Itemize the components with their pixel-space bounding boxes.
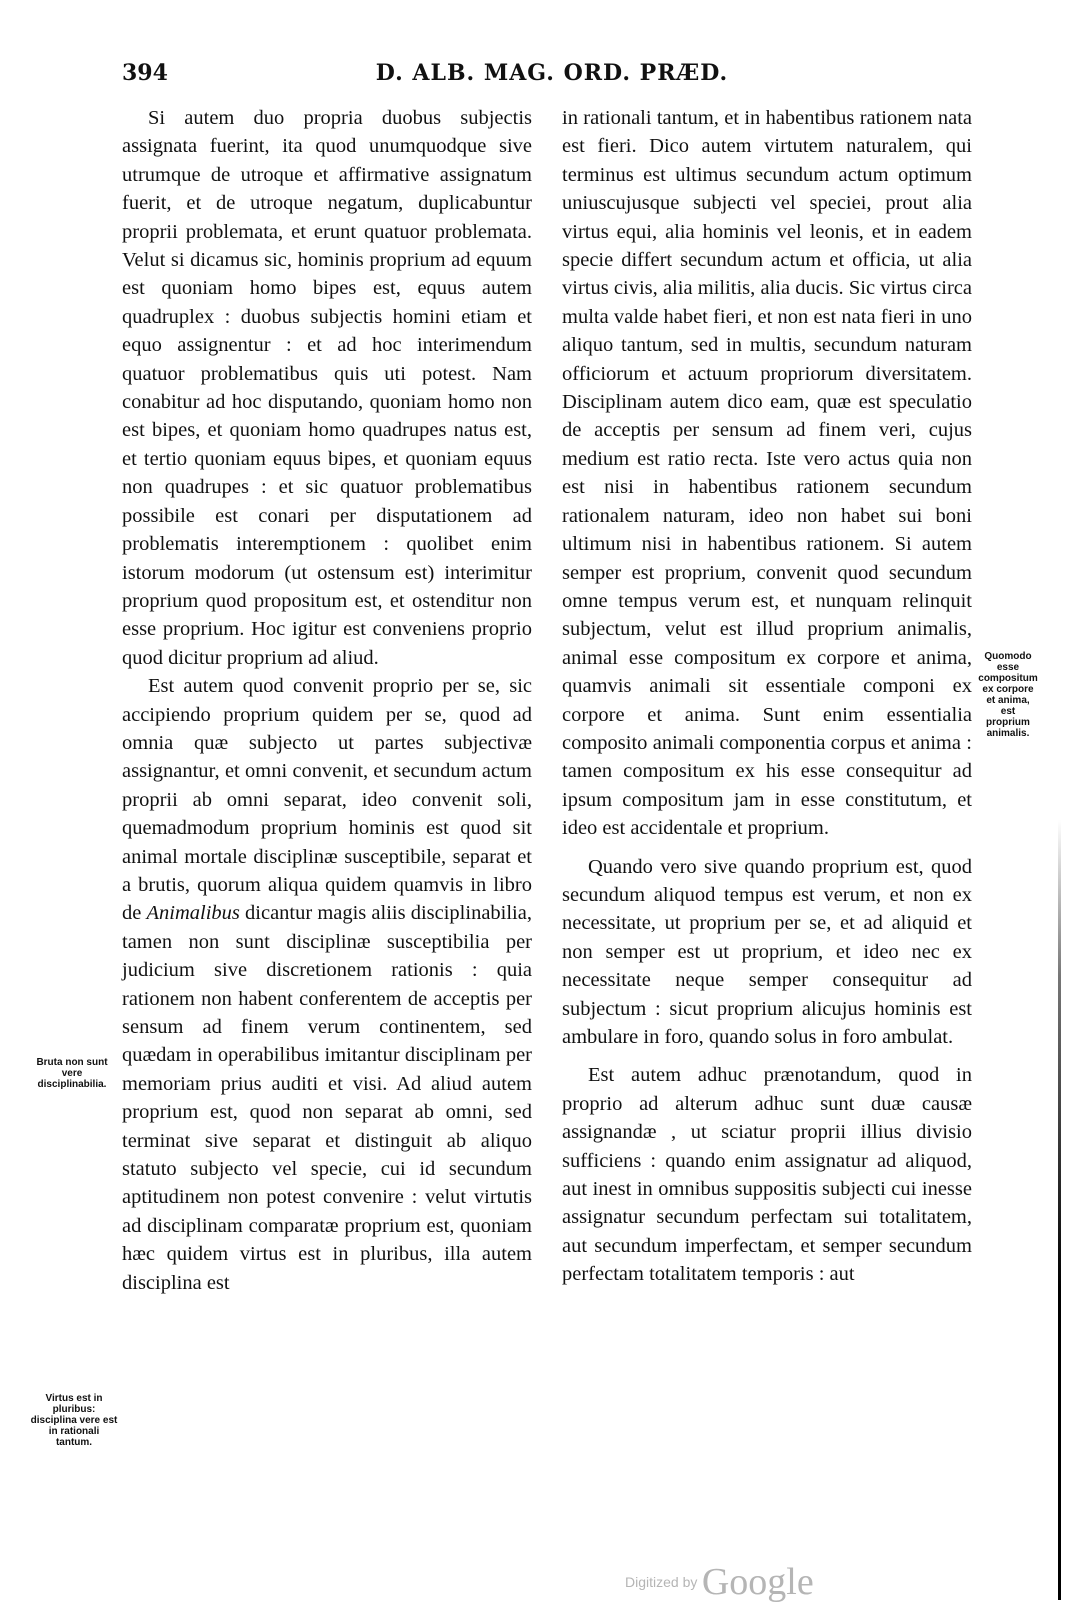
paragraph-text: Est autem quod convenit proprio per se, sic accipiendo proprium quidem per se, quod ad omnia quæ subjecto ut partes subjectivæ assignantur, et omni convenit, et secundum actum proprii ab omni separat, ideo convenit soli, quemadmodum proprium hominis est quod sit animal mortale disciplinæ susceptibile, separat et a brutis, quorum aliqua quidem quamvis in libro de [122,675,532,925]
running-head: D. ALB. MAG. ORD. PRÆD. [375,60,729,86]
page-edge-shadow [1058,820,1061,1600]
marginal-note: Quomodo esse compositum ex corpore et anima, est proprium animalis. [978,651,1038,739]
paragraph: Est autem adhuc prænotandum, quod in proprio ad alterum adhuc sunt duæ causæ assignandæ , ut sciatur proprii illius divisio sufficiens : quando enim assignatur ad aliquod, aut inest in omnibus suppositis subjecti cui inesse assignatur secundum perfectam sui totalitatem, aut secundum imperfectam, et semper secundum perfectam totalitatem temporis : aut [562,1064,972,1286]
paragraph: Quando vero sive quando proprium est, quod secundum aliquod tempus est verum, et non ex necessitate, ut proprium per se, et ad aliquid et non semper est ut proprium, et ideo nec ex necessitate neque semper consequitur ad subjectum : sicut proprium alicujus hominis est ambulare in foro, quando solus in foro ambulat. [562,855,972,1048]
book-title: Animalibus [146,902,240,925]
google-logo: Google [701,1561,814,1603]
marginal-note: Virtus est in pluribus: disciplina vere est in rationali tantum. [30,1393,118,1448]
digitized-by-label: Digitized by [625,1574,698,1590]
paragraph: in rationali tantum, et in habentibus rationem nata est fieri. Dico autem virtutem naturalem, qui terminus est ultimus secundum actum optimum uniuscujusque subjecti vel speciei, prout alia virtus equi, alia hominis vel leonis, et in eadem specie differt secundum actum et officia, ut alia virtus civis, alia militis, alia ducis. Sic virtus circa multa valde habet fieri, et non est nata fieri in uno aliquo tantum, sed in multis, secundum naturam officiorum et actuum propriorum diversitatem. Disciplinam autem dico eam, quæ est speculatio de acceptis per sensum ad finem veri, cujus medium est ratio recta. Iste vero actus quia non est nisi in habentibus rationem secundum rationalem naturam, ideo non habet sui boni ultimum nisi in habentibus rationem. Si autem semper est proprium, convenit quod secundum omne tempus verum est, et nunquam relinquit subjectum, velut est illud proprium animalis, animal esse compositum ex corpore et anima, quamvis animali sit essentiale componi ex corpore et anima. Sunt enim essentialia composito animali componentia corpus et anima : tamen compositum ex his esse consequitur ad ipsum compositum jam in esse constitutum, et ideo est accidentale et proprium. [562,107,972,840]
right-column [562,104,972,1289]
marginal-note: Bruta non sunt vere disciplinabilia. [36,1057,108,1090]
digitized-watermark [625,1560,814,1604]
paragraph-text: dicantur magis aliis disciplinabilia, tamen non sunt disciplinæ susceptibilia per judicium sive discretionem rationis : quia rationem non habent conferentem de acceptis per sensum ad finem verum continentem, sed quædam in operabilibus imitantur disciplinam per memoriam prius auditi et visi. Ad aliud autem proprium est, quod non separat ab omni, sed terminat sive separat et distinguit ab aliquo statuto subjecto vel specie, cui id secundum aptitudinem non potest convenire : velut virtutis ad disciplinam comparatæ proprium est, quoniam hæc quidem virtus est in pluribus, illa autem disciplina est [122,902,532,1294]
page-header [122,60,982,90]
page-number: 394 [122,60,168,86]
paragraph: Si autem duo propria duobus subjectis assignata fuerint, ita quod unumquodque sive utrumque de utroque et affirmative assignatum fuerit, et de utroque negatum, duplicabuntur proprii problemata, et erunt quatuor problemata. Velut si dicamus sic, hominis proprium ad equum est quoniam homo bipes est, equus autem quadruplex : duobus subjectis homini etiam et equo assignentur : et ad hoc interimendum quatuor problematibus quis uti potest. Nam conabitur ad hoc disputando, quoniam homo non est bipes, et quoniam homo quadrupes natus est, et tertio quoniam equus bipes, et quoniam equus non quadrupes : et sic quatuor problematibus possibile est conari per disputationem ad problematis interemptionem : quolibet enim istorum modorum (ut ostensum est) interimitur proprium quod propositum est, et ostenditur non esse proprium. Hoc igitur est conveniens proprio quod dicitur proprium ad aliud. [122,107,532,669]
left-column [122,104,532,1297]
paragraph [122,672,532,1297]
